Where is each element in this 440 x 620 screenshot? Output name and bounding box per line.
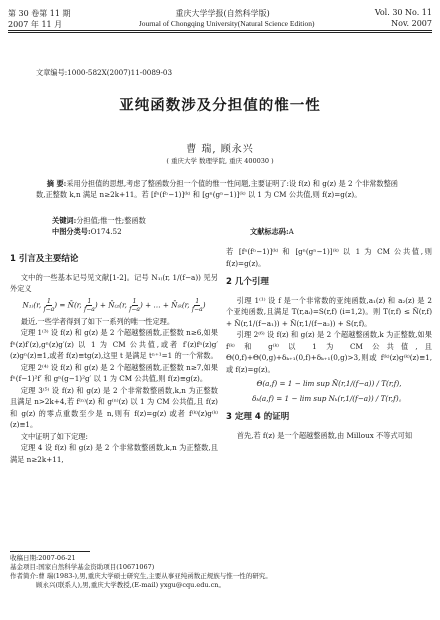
date-cn: 2007 年 11 月 — [8, 20, 63, 29]
paper-title: 亚纯函数涉及分担值的惟一性 — [119, 98, 321, 114]
date-en: Nov. 2007 — [391, 19, 432, 28]
right-column — [226, 246, 432, 441]
theorem-2: 定理 2⁽⁴⁾ 设 f(z) 和 g(z) 是 2 个超越整函数,正整数 n≥7,如果 fⁿ(f−1)²f′ 和 gⁿ(g−1)²g′ 以 1 为 CM 公共值,则 f(z)≡g(z)。 — [10, 362, 218, 383]
running-header-top — [8, 8, 432, 19]
theorem-3: 定理 3⁽⁵⁾ 设 f(z) 和 g(z) 是 2 个非常数整函数,k,n 为正整数且满足 n>2k+4,若 f⁽ⁿ⁾(z) 和 g⁽ⁿ⁾(z) 以 1 为 CM 公共值,且 f(z) 和 g(z) 的零点重数至少是 n,则有 f(z)=g(z) 或者 f⁽ᵏ⁾(z)g⁽ᵏ⁾(z)≡1。 — [10, 385, 218, 429]
keywords-label: 关键词: — [52, 216, 77, 225]
theorem-4: 定理 4 设 f(z) 和 g(z) 是 2 个非常数整函数,k,n 为正整数,且满足 n≥2k+11, — [10, 443, 218, 464]
classification-text: O174.52 — [90, 227, 122, 236]
article-number: 文章编号:1000-582X(2007)11-0089-03 — [36, 68, 173, 77]
abstract-label: 摘 要: — [46, 179, 67, 188]
formula-n1: N₁₎(r, $\frac{1}{f-a}$ ) = N̄(r, $\frac{1}{f-a}$ ) + N̄₍₂(r, $\frac{1}{f-a}$ ) + … + N̄₍ₖ(r, $\frac{1}{f-a}$ ) — [22, 297, 206, 313]
paragraph-intro: 最近,一些学者得到了如下一系列的唯一性定理。 — [20, 316, 175, 326]
journal-name-cn: 重庆大学学报(自然科学版) — [175, 9, 270, 18]
theorem-4-continued: 若 [fⁿ(fⁿ−1)]⁽ᵏ⁾ 和 [gⁿ(gⁿ−1)]⁽ᵏ⁾ 以 1 为 CM 公共值,则 f(z)=g(z)。 — [226, 247, 432, 268]
abstract-text: 采用分担值的思想,考虑了整函数分担一个值的惟一性问题,主要证明了:设 f(z) 和 g(z) 是 2 个非常数整函数,正整数 k,n 满足 n≥2k+11。若 [fⁿ(fⁿ−1)]⁽ᵏ⁾ 和 [gⁿ(gⁿ−1)]⁽ᵏ⁾ 以 1 为 CM 公共值,则 f(z)=g(z)。 — [36, 179, 398, 199]
keywords-text: 分担值;惟一性;整函数 — [76, 216, 146, 225]
lemma-2: 引理 2⁽⁶⁾ 设 f(z) 和 g(z) 是 2 个超越整函数,k 为正整数,如果 f⁽ᵏ⁾ 和 g⁽ᵏ⁾ 以 1 为 CM 公共值,且 Θ(0,f)+Θ(0,g)+δₖ₊₁(0,f)+δₖ₊₁(0,g)>3,则或 f⁽ᵏ⁾(z)g⁽ᵏ⁾(z)≡1,或 f(z)=g(z)。 — [226, 330, 432, 374]
paragraph-notation: 文中的一些基本记号见文献[1-2]。记号 N₁₎(r, 1/(f−a)) 见另外定义 — [10, 272, 218, 293]
footnote-fund: 基金项目:国家自然科学基金资助项目(10671067) — [10, 563, 155, 571]
paragraph-prove: 文中证明了如下定理: — [20, 431, 88, 441]
abstract — [36, 178, 404, 200]
classification — [52, 227, 122, 237]
section-3-heading: 3 定理 4 的证明 — [226, 412, 290, 422]
authors: 曹 瑞, 顾永兴 — [186, 144, 254, 155]
running-header-bottom — [8, 19, 432, 30]
formula-theta: Θ(a,f) = 1 − lim sup N̄(r,1/(f−a)) / T(r,f), — [256, 379, 402, 388]
section-2-heading: 2 几个引理 — [226, 277, 269, 287]
affiliation: ( 重庆大学 数理学院, 重庆 400030 ) — [166, 157, 274, 165]
keywords — [52, 216, 146, 226]
header-rule — [8, 30, 432, 31]
document-code — [250, 227, 294, 237]
document-code-label: 文献标志码: — [250, 227, 289, 236]
journal-name-en: Journal of Chongqing University(Natural Science Edition) — [138, 19, 315, 28]
section-1-heading: 1 引言及主要结论 — [10, 254, 79, 264]
volume-issue-cn: 第 30 卷第 11 期 — [8, 9, 71, 18]
lemma-1: 引理 1⁽¹⁾ 设 f 是一个非常数的亚纯函数,a₁(z) 和 a₂(z) 是 2 个亚纯函数,且满足 T(r,aᵢ)=S(r,f) (i=1,2)。则 T(r,f) ≤ N̄(r,f) + N̄(r,1/(f−a₁)) + N̄(r,1/(f−a₂)) + S(r,f)。 — [226, 295, 432, 328]
classification-label: 中图分类号: — [52, 227, 91, 236]
footnote-bio-2: 顾永兴(联系人),男,重庆大学教授,(E-mail) yxgu@cqu.edu.cn。 — [36, 581, 225, 589]
theorem-1: 定理 1⁽³⁾ 设 f(z) 和 g(z) 是 2 个超越整函数,正整数 n≥6,如果 fⁿ(z)f′(z),gⁿ(z)g′(z) 以 1 为 CM 公共值,或者 f′(z)fⁿ(z)g′(z)gⁿ(z)≡1,或者 f(z)≡tg(z),这里 t 是满足 tⁿ⁺¹=1 的一个常数。 — [10, 328, 218, 360]
footnote-received: 收稿日期:2007-06-21 — [10, 554, 76, 562]
header-rule-thin — [8, 32, 432, 33]
formula-delta: δₖ(a,f) = 1 − lim sup Nₖ(r,1/(f−a)) / T(r,f)。 — [252, 393, 406, 403]
footnote-rule — [10, 551, 90, 552]
paragraph-proof-start: 首先,若 f(z) 是一个超越整函数,由 Milloux 不等式可知 — [236, 430, 413, 440]
left-column — [10, 246, 218, 465]
footnote-bio-1: 作者简介:曹 瑞(1983-),男,重庆大学硕士研究生,主要从事亚纯函数正规族与惟一性的研究。 — [10, 572, 272, 580]
volume-issue-en: Vol. 30 No. 11 — [374, 8, 432, 17]
document-code-text: A — [288, 227, 294, 236]
